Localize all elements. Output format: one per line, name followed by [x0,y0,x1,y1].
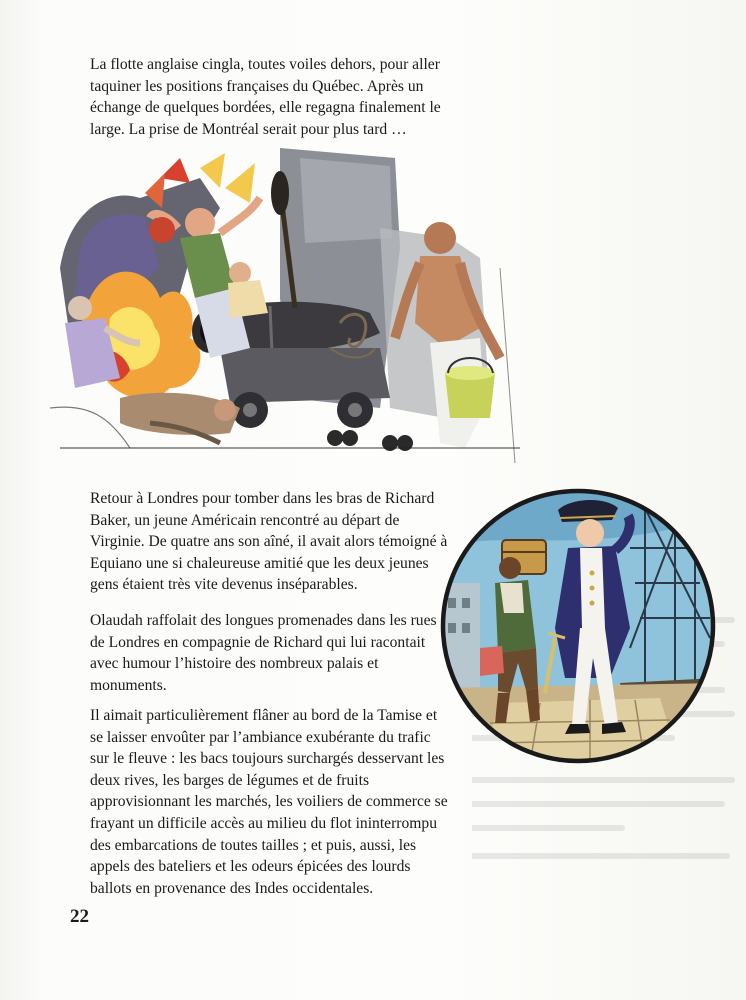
cannon-battle-illustration [50,148,532,470]
london-walk-medallion [440,488,716,764]
page-number: 22 [70,906,89,927]
paragraph-london-walks: Olaudah raffolait des longues promenades dans les rues de Londres en compagnie de Richard qui lui racontait avec humour l’histoire des nombreux palais et monuments. [90,612,437,694]
paragraph-richard-baker: Retour à Londres pour tomber dans les bras de Richard Baker, un jeune Américain rencontré au départ de Virginie. De quatre ans son aîné, il avait alors témoigné à Equiano une si chaleureuse amitié que les deux jeunes gens étaient très vite devenus inséparables. [90,490,448,594]
intro-paragraph: La flotte anglaise cingla, toutes voiles dehors, pour aller taquiner les positions françaises du Québec. Après un échange de quelques bordées, elle regagna finalement le large. La prise de Montréal serait pour plus tard … [90,56,441,138]
paragraph-thames: Il aimait particulièrement flâner au bord de la Tamise et se laisser envoûter par l’ambiance exubérante du trafic sur le fleuve : les bacs toujours surchargés desservant les deux rives, les barges de légumes et de fruits approvisionnant les marchés, les voiliers de commerce se frayant un difficile accès au milieu du flot ininterrompu des embarcations de toutes tailles ; et puis, aussi, les appels des bateliers et les odeurs épicées des lourds ballots en provenance des Indes occidentales. [90,707,448,897]
